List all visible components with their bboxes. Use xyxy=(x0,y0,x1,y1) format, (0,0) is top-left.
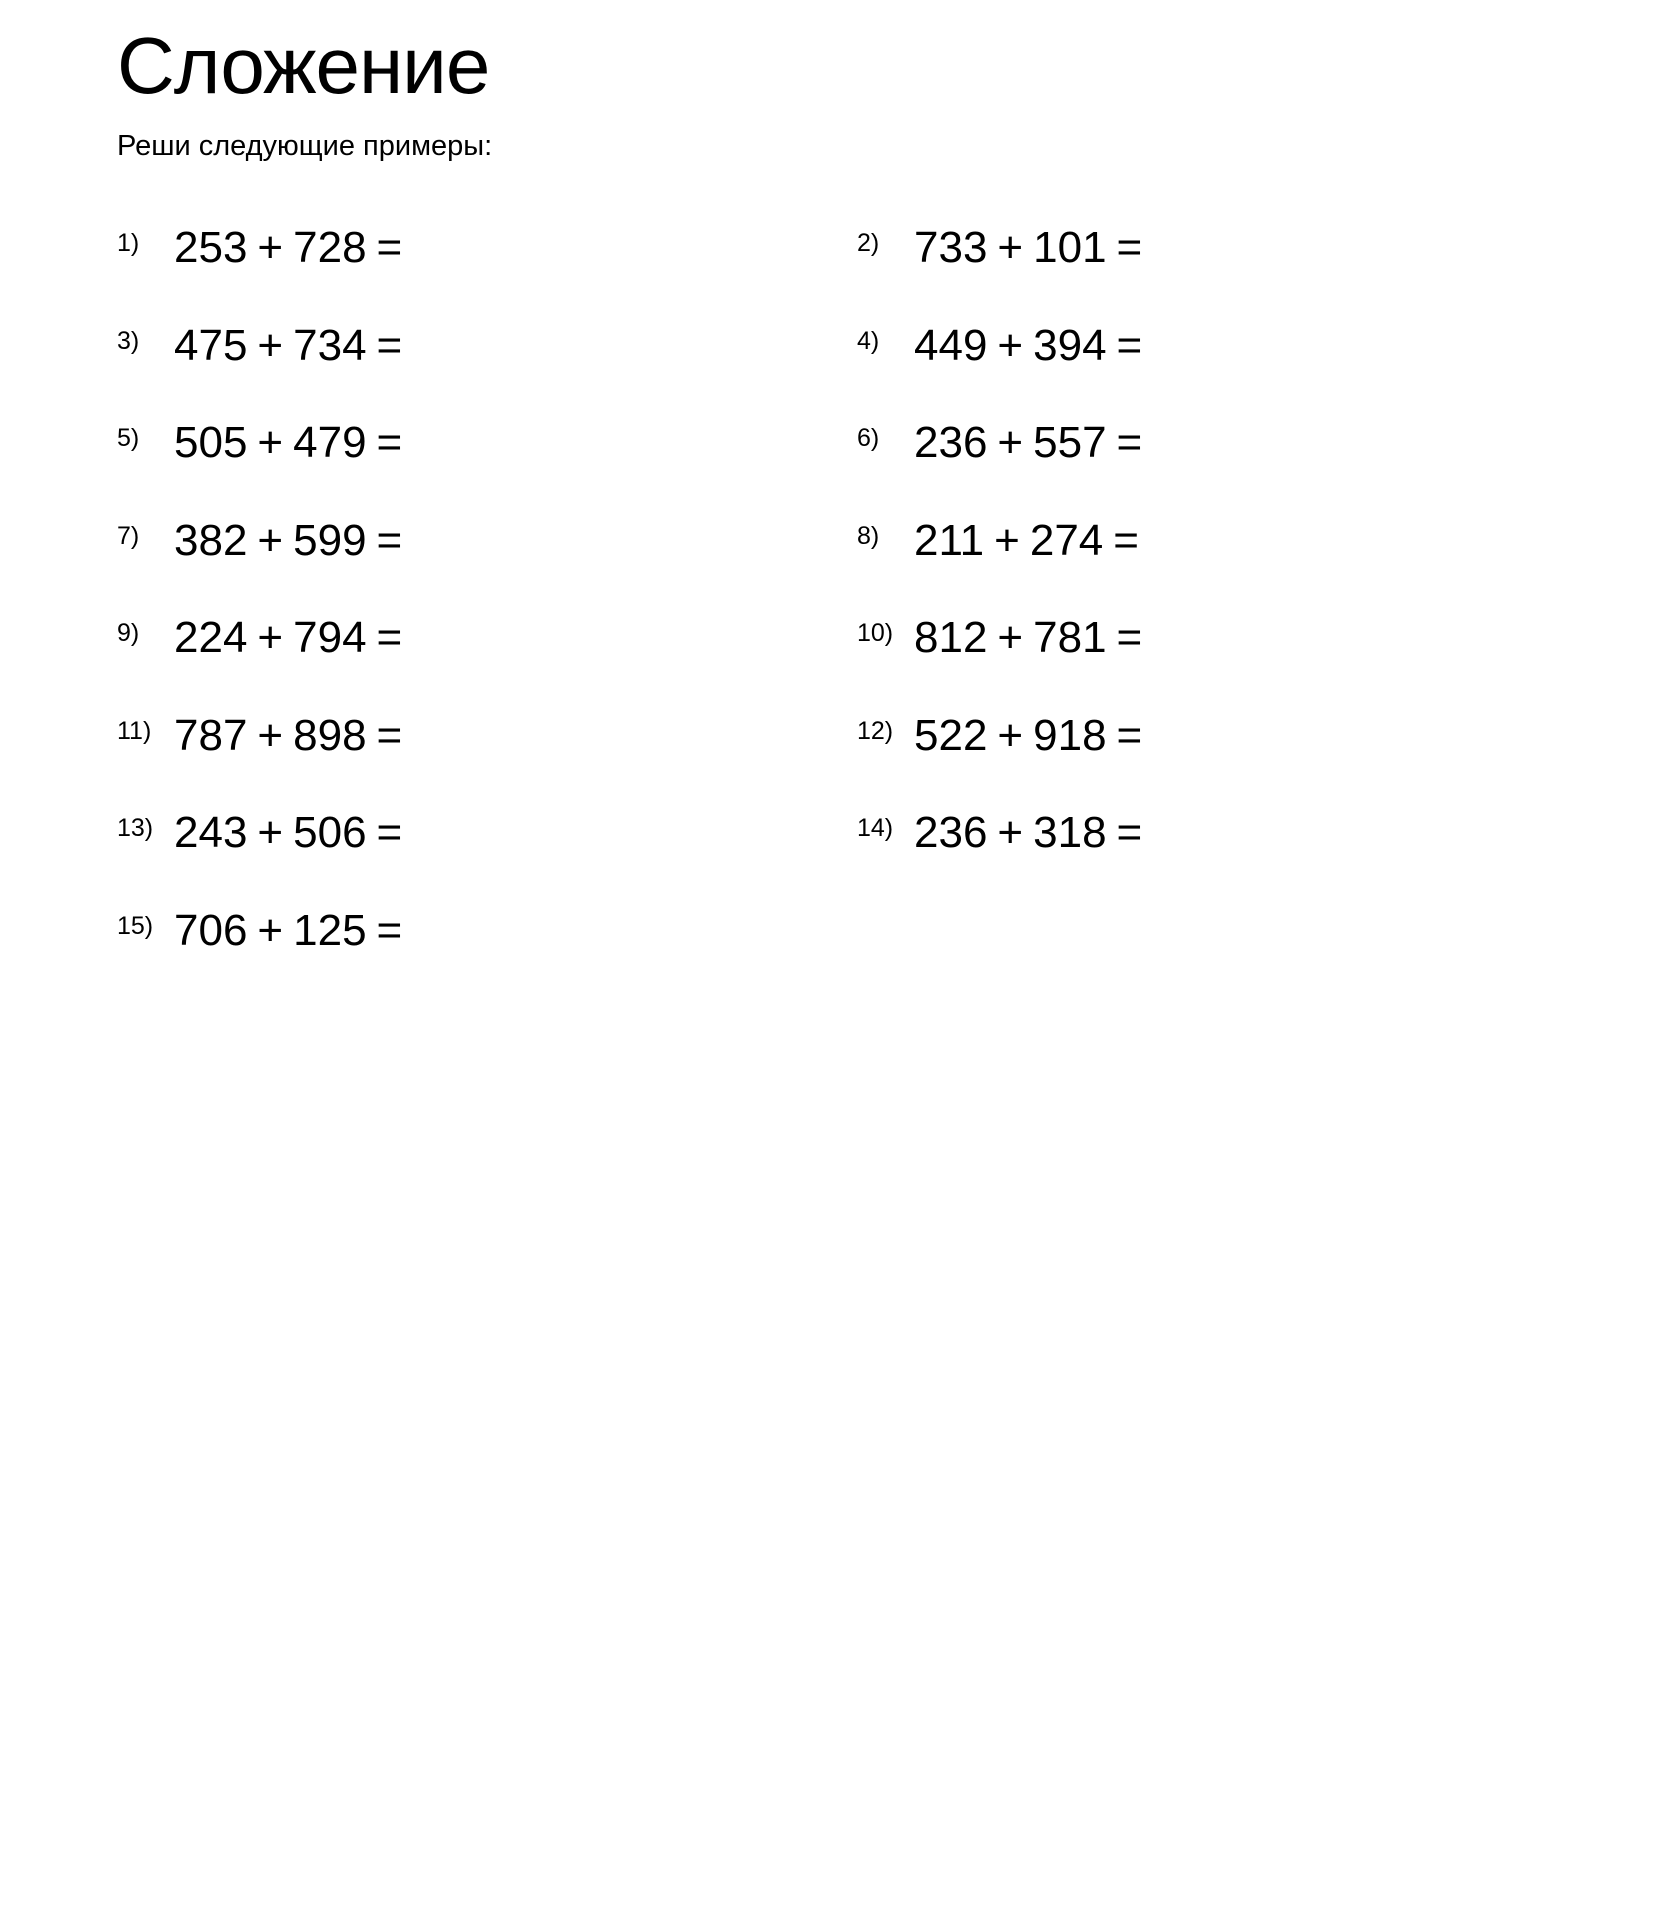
addend-b: 734 xyxy=(293,320,367,370)
problem-number: 2) xyxy=(857,229,880,257)
problem-expression xyxy=(174,805,412,861)
addend-a: 253 xyxy=(174,223,248,272)
problem-number: 13) xyxy=(117,814,154,842)
plus-sign: + xyxy=(997,418,1024,467)
problem-expression xyxy=(174,708,412,764)
problem-expression xyxy=(174,318,412,374)
problem-number: 11) xyxy=(117,716,152,745)
equals-sign: = xyxy=(376,320,403,370)
problem-item xyxy=(857,805,1417,861)
page-title: Сложение xyxy=(117,21,490,110)
problem-item xyxy=(117,415,857,471)
problem-number: 4) xyxy=(857,326,880,355)
addend-a: 522 xyxy=(914,710,988,760)
plus-sign: + xyxy=(257,808,284,857)
plus-sign: + xyxy=(257,223,284,272)
equals-sign: = xyxy=(376,710,403,760)
problem-item xyxy=(117,903,857,959)
problem-expression xyxy=(914,805,1152,861)
addend-b: 479 xyxy=(293,418,367,467)
plus-sign: + xyxy=(257,320,284,370)
plus-sign: + xyxy=(257,515,284,565)
problem-item xyxy=(117,708,857,764)
equals-sign: = xyxy=(1116,613,1143,662)
problem-number: 1) xyxy=(117,229,140,257)
addend-a: 243 xyxy=(174,808,248,857)
plus-sign: + xyxy=(257,613,284,662)
plus-sign: + xyxy=(997,613,1024,662)
addend-b: 557 xyxy=(1033,418,1107,467)
addend-b: 101 xyxy=(1033,223,1107,272)
problem-number: 14) xyxy=(857,814,894,842)
plus-sign: + xyxy=(997,808,1024,857)
problem-expression xyxy=(914,513,1149,569)
problem-expression xyxy=(174,610,412,666)
plus-sign: + xyxy=(257,905,284,955)
equals-sign: = xyxy=(376,905,403,955)
problem-expression xyxy=(174,415,412,471)
equals-sign: = xyxy=(1113,515,1139,565)
problem-item xyxy=(857,513,1417,569)
addend-a: 812 xyxy=(914,613,988,662)
problem-number: 7) xyxy=(117,521,140,550)
problem-expression xyxy=(914,415,1152,471)
addend-a: 505 xyxy=(174,418,248,467)
addend-a: 211 xyxy=(914,515,985,565)
problem-number: 6) xyxy=(857,424,880,452)
problem-number: 15) xyxy=(117,911,154,940)
addend-b: 898 xyxy=(293,710,367,760)
problem-item xyxy=(857,708,1417,764)
equals-sign: = xyxy=(376,418,403,467)
problem-item xyxy=(117,318,857,374)
addend-b: 781 xyxy=(1033,613,1107,662)
problem-grid xyxy=(117,220,1417,1000)
addend-b: 794 xyxy=(293,613,367,662)
problem-item xyxy=(857,415,1417,471)
equals-sign: = xyxy=(1116,418,1143,467)
equals-sign: = xyxy=(376,808,403,857)
addend-b: 394 xyxy=(1033,320,1107,370)
addend-a: 236 xyxy=(914,808,988,857)
addend-a: 382 xyxy=(174,515,248,565)
equals-sign: = xyxy=(1116,320,1143,370)
problem-number: 10) xyxy=(857,619,894,647)
problem-number: 3) xyxy=(117,326,140,355)
addend-a: 787 xyxy=(174,710,248,760)
addend-a: 224 xyxy=(174,613,248,662)
problem-item xyxy=(857,220,1417,276)
plus-sign: + xyxy=(997,710,1024,760)
plus-sign: + xyxy=(257,418,284,467)
equals-sign: = xyxy=(376,613,403,662)
problem-item xyxy=(117,805,857,861)
addend-a: 449 xyxy=(914,320,988,370)
equals-sign: = xyxy=(1116,223,1143,272)
equals-sign: = xyxy=(1116,710,1143,760)
problem-expression xyxy=(914,220,1152,276)
problem-expression xyxy=(914,318,1152,374)
addend-b: 918 xyxy=(1033,710,1107,760)
plus-sign: + xyxy=(994,515,1020,565)
problem-expression xyxy=(914,708,1152,764)
addend-b: 599 xyxy=(293,515,367,565)
problem-number: 5) xyxy=(117,424,140,452)
problem-expression xyxy=(174,220,412,276)
problem-item xyxy=(857,610,1417,666)
addend-a: 733 xyxy=(914,223,988,272)
problem-item xyxy=(117,220,857,276)
problem-number: 12) xyxy=(857,716,894,745)
addend-a: 475 xyxy=(174,320,248,370)
addend-b: 318 xyxy=(1033,808,1107,857)
problem-expression xyxy=(174,513,412,569)
problem-item xyxy=(117,513,857,569)
equals-sign: = xyxy=(376,223,403,272)
addend-b: 125 xyxy=(293,905,367,955)
problem-number: 8) xyxy=(857,521,880,550)
problem-expression xyxy=(174,903,412,959)
problem-item xyxy=(857,318,1417,374)
plus-sign: + xyxy=(257,710,284,760)
equals-sign: = xyxy=(376,515,403,565)
addend-a: 706 xyxy=(174,905,248,955)
addend-b: 274 xyxy=(1029,515,1104,565)
plus-sign: + xyxy=(997,223,1024,272)
instruction-text: Реши следующие примеры: xyxy=(117,130,493,162)
problem-item xyxy=(117,610,857,666)
addend-a: 236 xyxy=(914,418,988,467)
problem-number: 9) xyxy=(117,619,140,647)
plus-sign: + xyxy=(997,320,1024,370)
problem-expression xyxy=(914,610,1152,666)
addend-b: 728 xyxy=(293,223,367,272)
addend-b: 506 xyxy=(293,808,367,857)
equals-sign: = xyxy=(1116,808,1143,857)
